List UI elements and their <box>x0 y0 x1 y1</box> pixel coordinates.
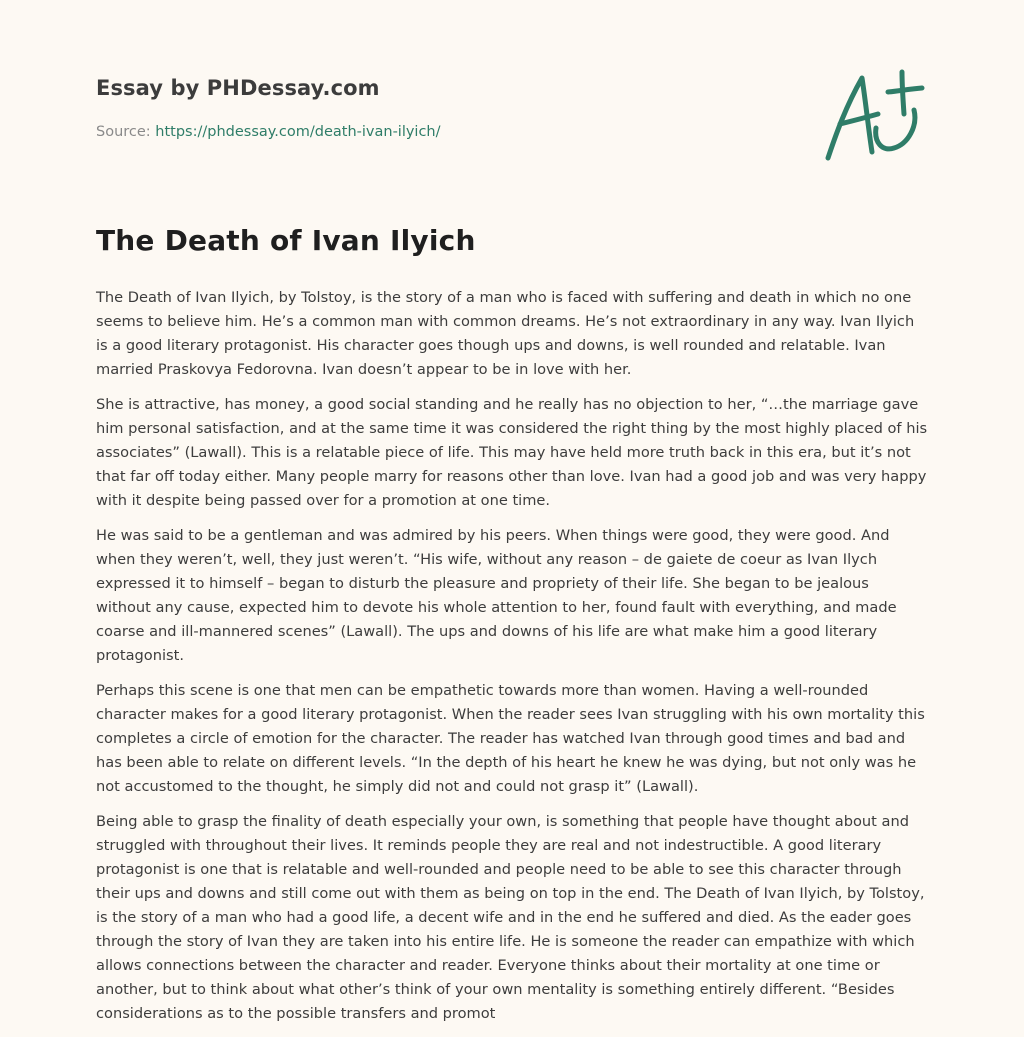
essay-body <box>96 286 928 1037</box>
essay-paragraph: The Death of Ivan Ilyich, by Tolstoy, is the story of a man who is faced with suffering and death in which no one seems to believe him. He’s a common man with common dreams. He’s not extraordinary in any way. Ivan Ilyich is a good literary protagonist. His character goes though ups and downs, is well rounded and relatable. Ivan married Praskovya Fedorovna. Ivan doesn’t appear to be in love with her. <box>96 289 915 378</box>
source-label: Source: <box>96 124 156 140</box>
site-brand: Essay by PHDessay.com <box>96 76 380 100</box>
a-plus-grade-logo-icon <box>822 66 928 166</box>
source-link[interactable]: https://phdessay.com/death-ivan-ilyich/ <box>155 124 441 140</box>
source-line <box>96 124 441 140</box>
essay-page <box>96 0 928 1036</box>
essay-paragraph: She is attractive, has money, a good social standing and he really has no objection to her, “…the marriage gave him personal satisfaction, and at the same time it was considered the right thing by the most highly placed of his associates” (Lawall). This is a relatable piece of life. This may have held more truth back in this era, but it’s not that far off today either. Many people marry for reasons other than love. Ivan had a good job and was very happy with it despite being passed over for a promotion at one time. <box>96 396 928 509</box>
essay-paragraph: He was said to be a gentleman and was admired by his peers. When things were good, they were good. And when they weren’t, well, they just weren’t. “His wife, without any reason – de gaiete de coeur as Ivan Ilych expressed it to himself – began to disturb the pleasure and propriety of their life. She began to be jealous without any cause, expected him to devote his whole attention to her, found fault with everything, and made coarse and ill-mannered scenes” (Lawall). The ups and downs of his life are what make him a good literary protagonist. <box>96 527 897 664</box>
essay-title: The Death of Ivan Ilyich <box>96 224 476 257</box>
essay-paragraph: Being able to grasp the finality of death especially your own, is something that people have thought about and struggled with throughout their lives. It reminds people they are real and not indestructible. A good literary protagonist is one that is relatable and well-rounded and people need to be able to see this character through their ups and downs and still come out with them as being on top in the end. The Death of Ivan Ilyich, by Tolstoy, is the story of a man who had a good life, a decent wife and in the end he suffered and died. As the eader goes through the story of Ivan they are taken into his entire life. He is someone the reader can empathize with which allows connections between the character and reader. Everyone thinks about their mortality at one time or another, but to think about what other’s think of your own mentality is something entirely different. “Besides considerations as to the possible transfers and promot <box>96 813 925 1022</box>
essay-paragraph: Perhaps this scene is one that men can be empathetic towards more than women. Having a well-rounded character makes for a good literary protagonist. When the reader sees Ivan struggling with his own mortality this completes a circle of emotion for the character. The reader has watched Ivan through good times and bad and has been able to relate on different levels. “In the depth of his heart he knew he was dying, but not only was he not accustomed to the thought, he simply did not and could not grasp it” (Lawall). <box>96 682 925 795</box>
